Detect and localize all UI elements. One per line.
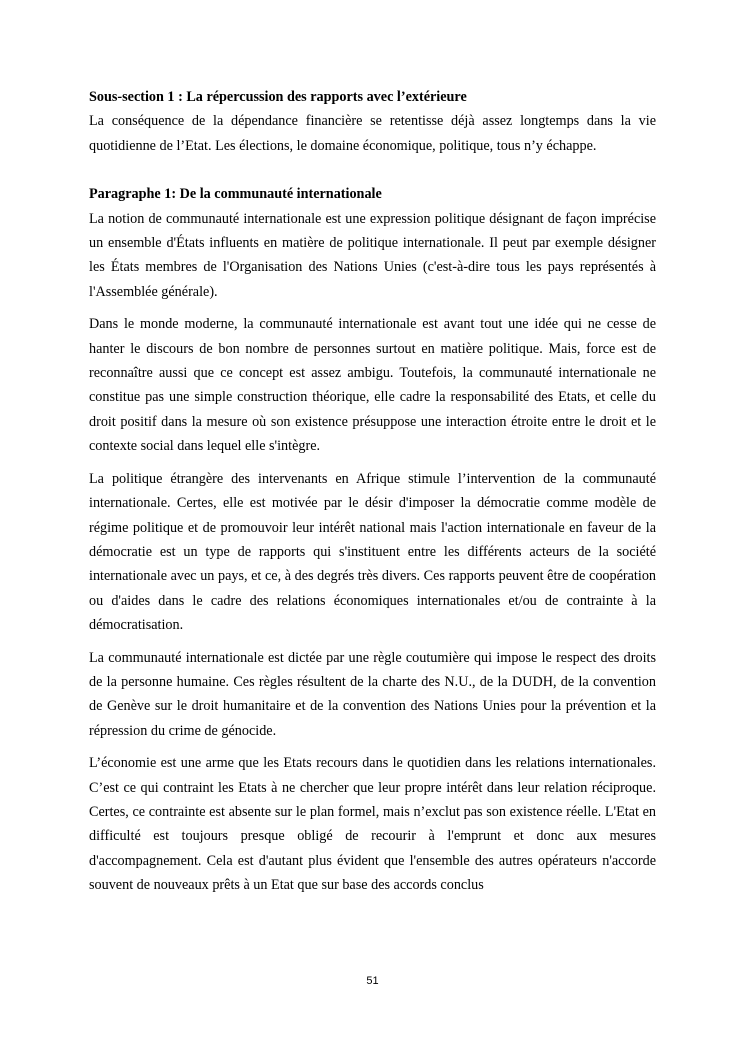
page-content [89,85,656,898]
page-number: 51 [366,975,379,987]
subsection-intro: La conséquence de la dépendance financière se retentisse déjà assez longtemps dans la vie quotidienne de l’Etat. Les élections, le domaine économique, politique, tous n’y échappe. [89,113,656,154]
subsection-title: Sous-section 1 : La répercussion des rapports avec l’extérieure [89,89,467,105]
body-paragraph-1: La notion de communauté internationale est une expression politique désignant de façon imprécise un ensemble d'États influents en matière de politique internationale. Il peut par exemple désigner les États membres de l'Organisation des Nations Unies (c'est-à-dire tous les pays représentés à l'Assemblée générale). [89,210,656,300]
body-paragraph-3: La politique étrangère des intervenants en Afrique stimule l’intervention de la communauté internationale. Certes, elle est motivée par le désir d'imposer la démocratie comme modèle de régime politique et de promouvoir leur intérêt national mais l'action internationale en faveur de la démocratie est un type de rapports qui s'instituent entre les différents acteurs de la société internationale avec un pays, et ce, à des degrés très divers. Ces rapports peuvent être de coopération ou d'aides dans le cadre des relations économiques internationales et/ou de contrainte à la démocratisation. [89,470,656,634]
body-paragraph-4: La communauté internationale est dictée par une règle coutumière qui impose le respect des droits de la personne humaine. Ces règles résultent de la charte des N.U., de la DUDH, de la convention de Genève sur le droit humanitaire et de la convention des Nations Unies pour la prévention et la répression du crime de génocide. [89,649,656,739]
body-paragraph-2: Dans le monde moderne, la communauté internationale est avant tout une idée qui ne cesse de hanter le discours de bon nombre de personnes surtout en matière politique. Mais, force est de reconnaître aussi que ce concept est assez ambigu. Toutefois, la communauté internationale ne constitue pas une simple construction théorique, elle cadre la responsabilité des Etats, et celle du droit positif dans la mesure où son existence présuppose une interaction étroite entre le droit et le contexte social dans lequel elle s'intègre. [89,316,656,455]
body-paragraph-5: L’économie est une arme que les Etats recours dans le quotidien dans les relations internationales. C’est ce qui contraint les Etats à ne chercher que leur propre intérêt dans leur relation réciproque. Certes, ce contrainte est absente sur le plan formel, mais n’exclut pas son existence réelle. L'Etat en difficulté est toujours presque obligé de recourir à l'emprunt et donc aux mesures d'accompagnement. Cela est d'autant plus évident que l'ensemble des autres opérateurs n'accorde souvent de nouveaux prêts à un Etat que sur base des accords conclus [89,755,656,894]
paragraph-title: Paragraphe 1: De la communauté internationale [89,186,382,203]
